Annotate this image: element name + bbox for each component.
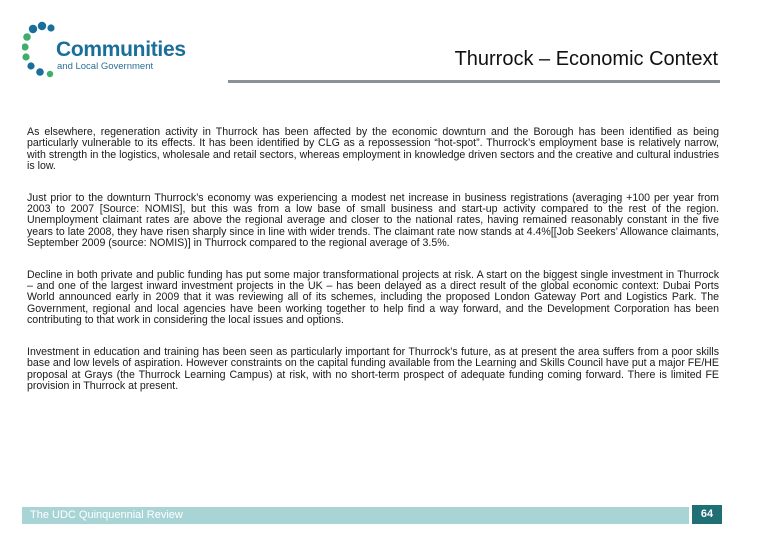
page-title: Thurrock – Economic Context <box>454 48 718 70</box>
paragraph-business-registrations: Just prior to the downturn Thurrock’s economy was experiencing a modest net increase in business registrations (averaging +100 per year from 2003 to 2007 [Source: NOMIS], but this was from a low base of small business and start-up activity compared to the rest of the region. Unemployment claimant rates are above the regional average and closer to the national rates, having remained reasonably constant in the five years to late 2008, they have risen sharply since in line with wider trends. The claimant rate now stands at 4.4%[[Job Seekers’ Allowance claimants, September 2009 (source: NOMIS)] in Thurrock compared to the regional average of 3.5%. <box>27 191 719 250</box>
page-number-badge: 64 <box>692 505 722 524</box>
body-text <box>27 127 719 412</box>
logo-subtitle: and Local Government <box>57 61 154 72</box>
footer-label: The UDC Quinquennial Review <box>30 509 183 521</box>
communities-logo <box>22 18 212 84</box>
logo-wordmark: Communities <box>56 38 186 61</box>
logo-dots-icon <box>22 18 58 82</box>
title-divider <box>228 80 720 83</box>
paragraph-education-training: Investment in education and training has been seen as particularly important for Thurrock’s future, as at present the area suffers from a poor skills base and low levels of aspiration. However constraints on the capital funding available from the Learning and Skills Council have put a major FE/HE proposal at Grays (the Thurrock Learning Campus) at risk, with no short-term prospect of adequate funding coming forward. There is limited FE provision in Thurrock at present. <box>27 345 719 392</box>
footer-bar <box>22 507 689 524</box>
paragraph-funding-decline: Decline in both private and public funding has put some major transformational projects at risk. A start on the biggest single investment in Thurrock – and one of the largest inward investment projects in the UK – has been delayed as a direct result of the global economic context: Dubai Ports World announced early in 2009 that it was reviewing all of its schemes, including the proposed London Gateway Port and Logistics Park. The Government, regional and local agencies have been working together to help find a way forward, and the Development Corporation has been contributing to that work in considering the local issues and options. <box>27 268 719 327</box>
paragraph-downturn: As elsewhere, regeneration activity in Thurrock has been affected by the economic downturn and the Borough has been identified as being particularly vulnerable to its effects. It has been identified by CLG as a repossession “hot-spot”. Thurrock’s employment base is relatively narrow, with strength in the logistics, wholesale and retail sectors, whereas employment in knowledge driven sectors and the creative and cultural industries is low. <box>27 126 719 173</box>
